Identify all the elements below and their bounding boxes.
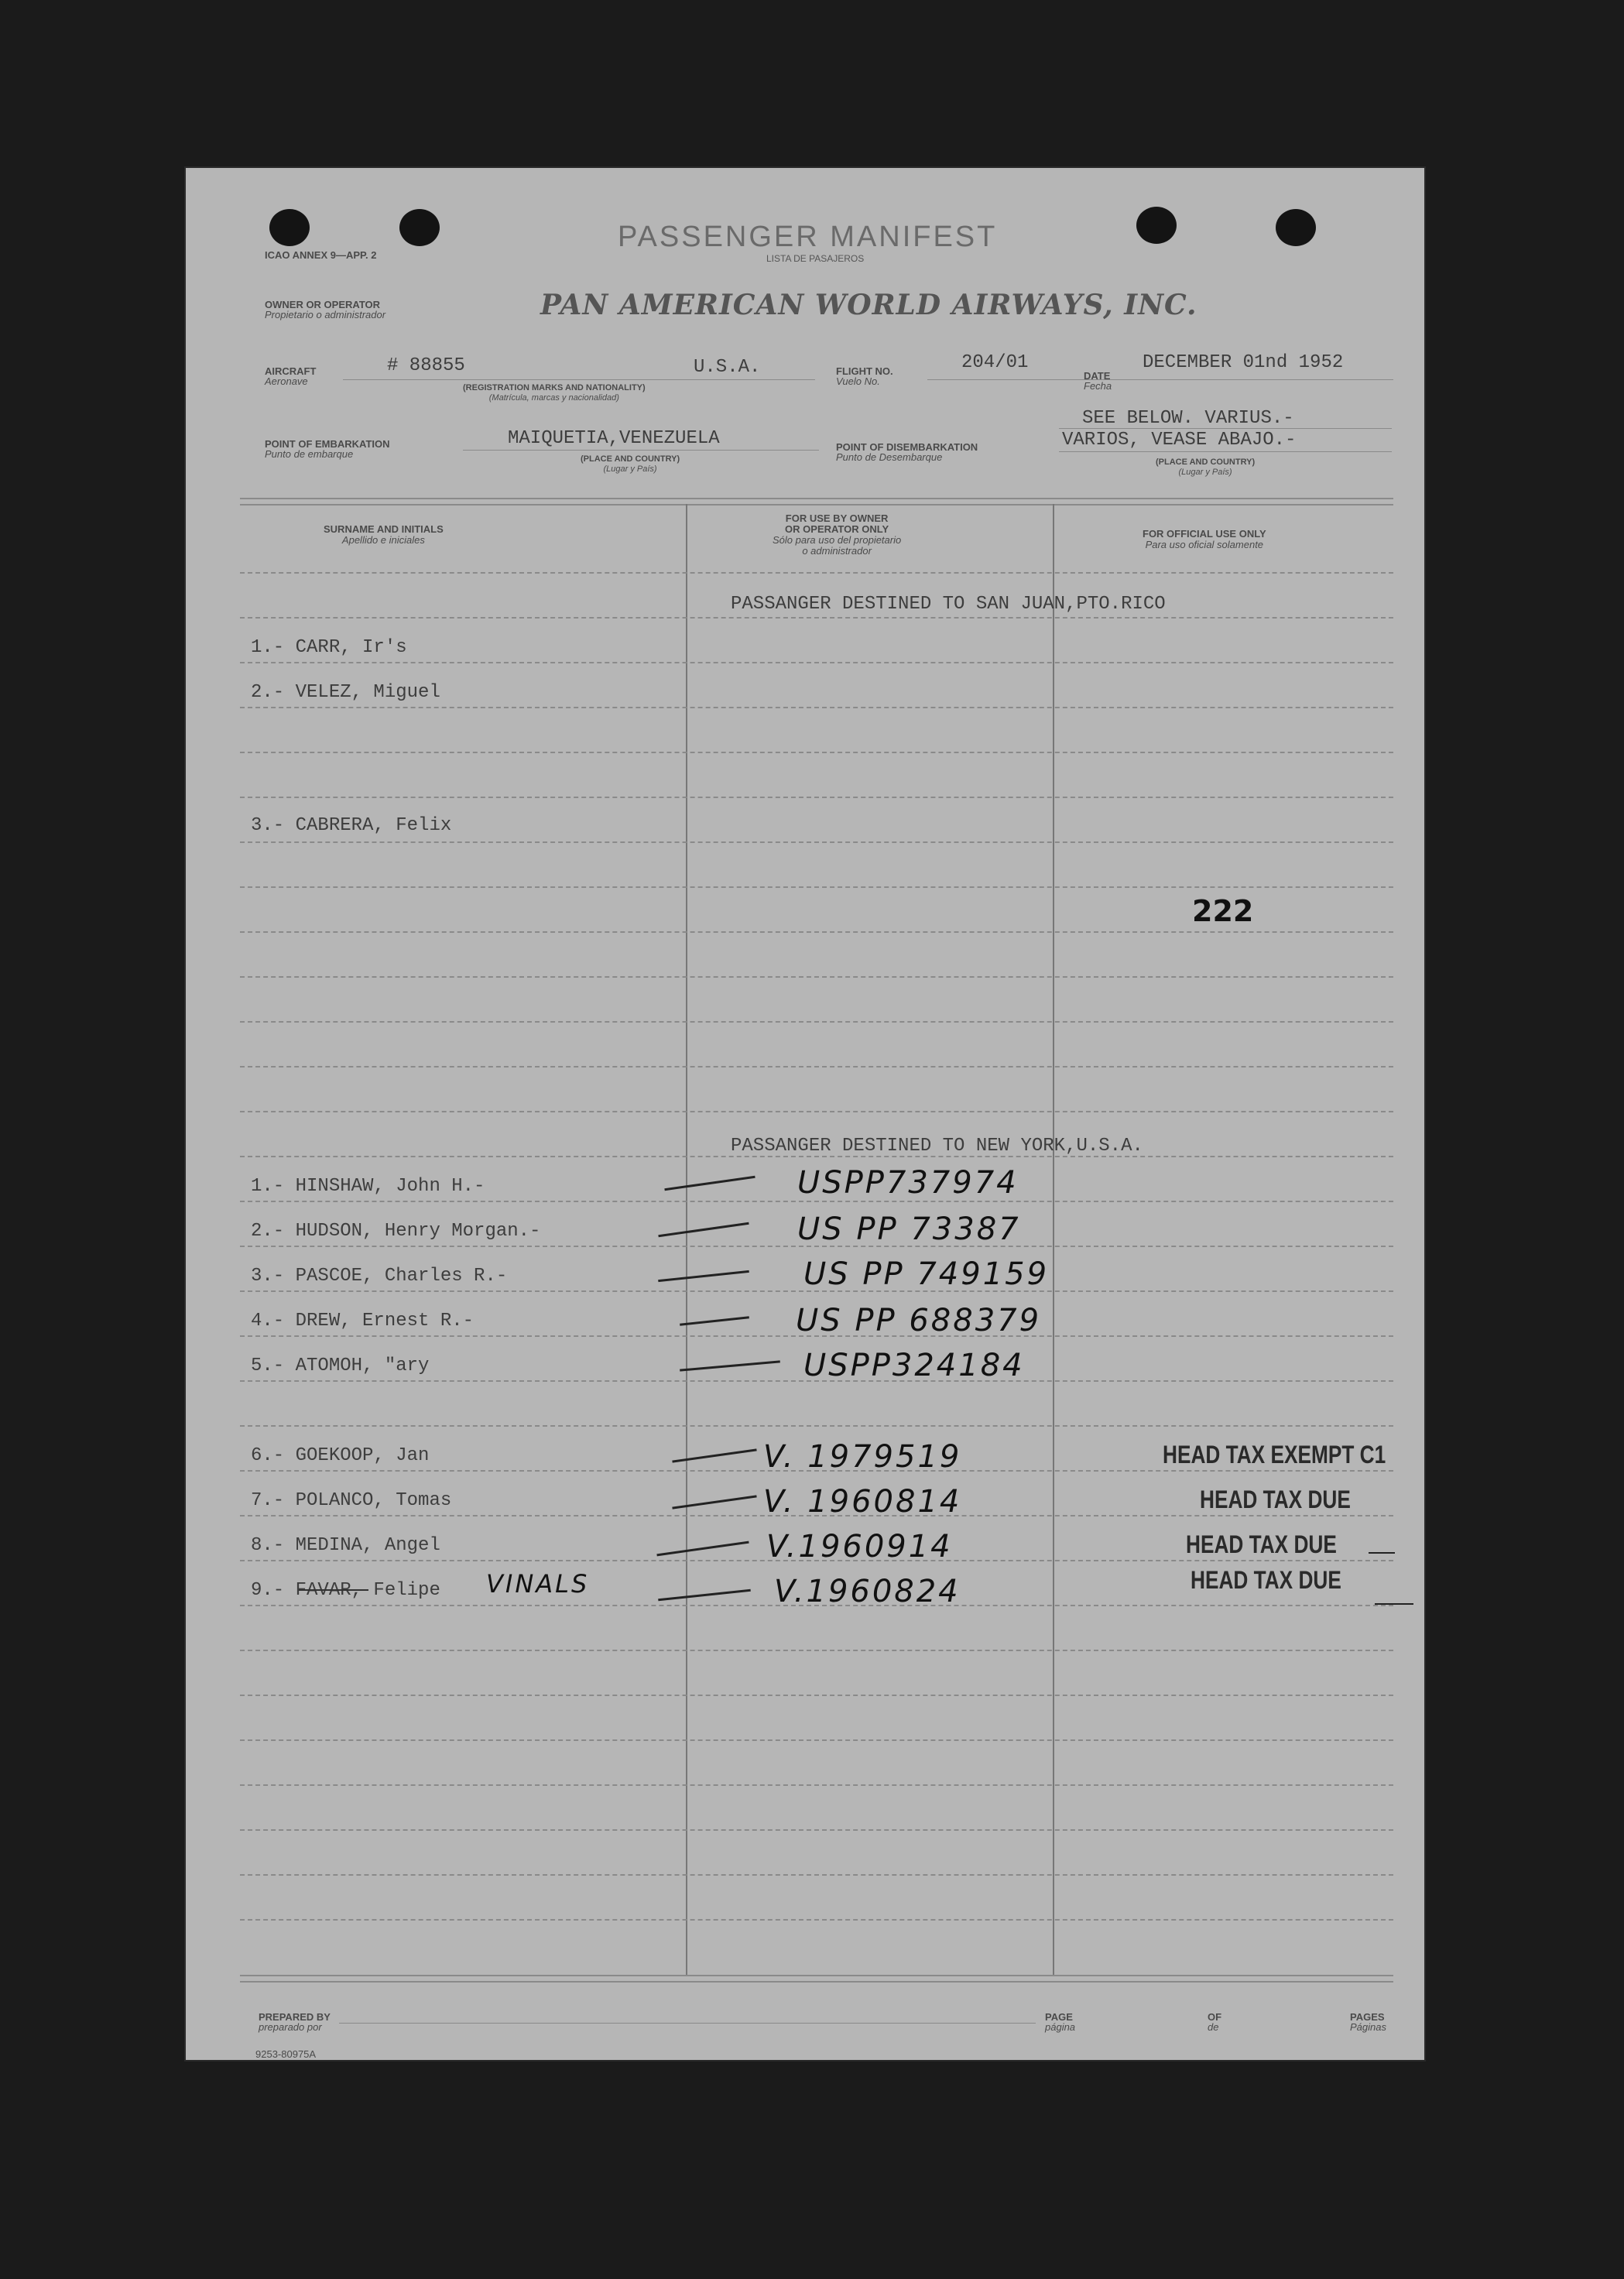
passenger-name: 5.- ATOMOH, "ary	[251, 1355, 430, 1376]
group-heading-new-york: PASSANGER DESTINED TO NEW YORK,U.S.A.	[731, 1136, 1143, 1157]
date-label: DATE Fecha	[1084, 370, 1112, 392]
embarkation-label: POINT OF EMBARKATION Punto de embarque	[265, 438, 390, 460]
head-tax-stamp: HEAD TAX EXEMPT C1	[1163, 1441, 1386, 1468]
ruled-line	[240, 1201, 1393, 1202]
document-number: V. 1979519	[763, 1439, 962, 1475]
ruled-line	[240, 572, 1393, 574]
ruled-line	[240, 797, 1393, 798]
passenger-name: 4.- DREW, Ernest R.-	[251, 1311, 475, 1331]
column-head-operator: FOR USE BY OWNER OR OPERATOR ONLY Sólo para uso del propietario o administrador	[773, 512, 902, 557]
ruled-line	[240, 662, 1393, 663]
document-number: US PP 749159	[803, 1256, 1050, 1292]
ruled-line	[240, 886, 1393, 888]
page-label: PAGE página	[1045, 2011, 1076, 2033]
passenger-name: 1.- HINSHAW, John H.-	[251, 1176, 485, 1197]
passenger-name: 7.- POLANCO, Tomas	[251, 1490, 452, 1511]
punch-hole	[399, 209, 440, 246]
ruled-line	[240, 1784, 1393, 1786]
punch-hole	[1136, 207, 1177, 244]
document-number: US PP 73387	[797, 1211, 1021, 1247]
aircraft-nationality: U.S.A.	[694, 357, 761, 378]
stamp-number: 222	[1192, 894, 1254, 928]
airline-name: PAN AMERICAN WORLD AIRWAYS, INC.	[540, 289, 1197, 321]
page-subtitle: LISTA DE PASAJEROS	[766, 253, 865, 264]
passenger-name: 3.- PASCOE, Charles R.-	[251, 1266, 508, 1287]
passenger-name: 6.- GOEKOOP, Jan	[251, 1445, 430, 1466]
ruled-line	[240, 1111, 1393, 1112]
flight-label: FLIGHT NO. Vuelo No.	[836, 365, 893, 387]
handwritten-surname: VINALS	[486, 1569, 590, 1599]
passenger-name: 2.- HUDSON, Henry Morgan.-	[251, 1221, 541, 1242]
flight-number: 204/01	[961, 352, 1029, 373]
ruled-line	[240, 1829, 1393, 1831]
disembarkation-line1: SEE BELOW. VARIUS.-	[1082, 408, 1294, 429]
ruled-line	[240, 841, 1393, 843]
document-number: USPP324184	[803, 1348, 1025, 1383]
document-number: V. 1960814	[763, 1484, 962, 1520]
owner-label: OWNER OR OPERATOR Propietario o administrador	[265, 299, 386, 320]
document-number: US PP 688379	[796, 1303, 1042, 1338]
ruled-line	[240, 1874, 1393, 1876]
aircraft-label: AIRCRAFT Aeronave	[265, 365, 317, 387]
disembarkation-line2: VARIOS, VEASE ABAJO.-	[1062, 430, 1297, 451]
aircraft-number: # 88855	[387, 355, 465, 376]
column-head-official: FOR OFFICIAL USE ONLY Para uso oficial solamente	[1143, 528, 1266, 550]
head-tax-stamp: HEAD TAX DUE	[1191, 1566, 1341, 1594]
form-code: 9253-80975A	[255, 2048, 317, 2060]
page-title: PASSENGER MANIFEST	[618, 221, 998, 253]
passenger-name: 8.- MEDINA, Angel	[251, 1535, 440, 1556]
passenger-name: 3.- CABRERA, Felix	[251, 815, 452, 836]
document-number: V.1960824	[774, 1574, 961, 1609]
flight-date: DECEMBER 01nd 1952	[1143, 352, 1344, 373]
punch-hole	[269, 209, 310, 246]
passenger-name: 9.- FAVAR, Felipe	[251, 1580, 440, 1601]
document-number: USPP737974	[797, 1165, 1019, 1201]
manifest-sheet	[184, 166, 1426, 2061]
ruled-line	[240, 931, 1393, 933]
passenger-name: 1.- CARR, Ir's	[251, 637, 407, 658]
ruled-line	[240, 752, 1393, 753]
ruled-line	[240, 976, 1393, 978]
disembarkation-label: POINT OF DISEMBARKATION Punto de Desembarque	[836, 441, 978, 463]
ruled-line	[240, 1021, 1393, 1023]
head-tax-stamp: HEAD TAX DUE	[1200, 1486, 1351, 1513]
ruled-line	[240, 617, 1393, 619]
pages-label: PAGES Páginas	[1350, 2011, 1386, 2033]
punch-hole	[1276, 209, 1316, 246]
ruled-line	[240, 1066, 1393, 1068]
place-label-right: (PLACE AND COUNTRY) (Lugar y País)	[1156, 458, 1256, 477]
ruled-line	[240, 1695, 1393, 1696]
form-corner-note: ICAO ANNEX 9—APP. 2	[265, 249, 377, 261]
ruled-line	[240, 1919, 1393, 1921]
registration-label: (REGISTRATION MARKS AND NATIONALITY) (Matrícula, marcas y nacionalidad)	[463, 383, 646, 403]
ruled-line	[240, 1425, 1393, 1427]
head-tax-stamp: HEAD TAX DUE	[1186, 1530, 1337, 1558]
passenger-name: 2.- VELEZ, Miguel	[251, 682, 440, 703]
ruled-line	[240, 1739, 1393, 1741]
document-number: V.1960914	[766, 1529, 953, 1564]
ruled-line	[240, 707, 1393, 708]
place-label-left: (PLACE AND COUNTRY) (Lugar y País)	[581, 454, 680, 474]
prepared-by-label: PREPARED BY preparado por	[259, 2011, 331, 2033]
of-label: OF de	[1208, 2011, 1222, 2033]
ruled-line	[240, 1650, 1393, 1651]
column-head-surname: SURNAME AND INITIALS Apellido e iniciales	[324, 523, 444, 546]
group-heading-san-juan: PASSANGER DESTINED TO SAN JUAN,PTO.RICO	[731, 594, 1166, 615]
embarkation-point: MAIQUETIA,VENEZUELA	[508, 428, 720, 449]
